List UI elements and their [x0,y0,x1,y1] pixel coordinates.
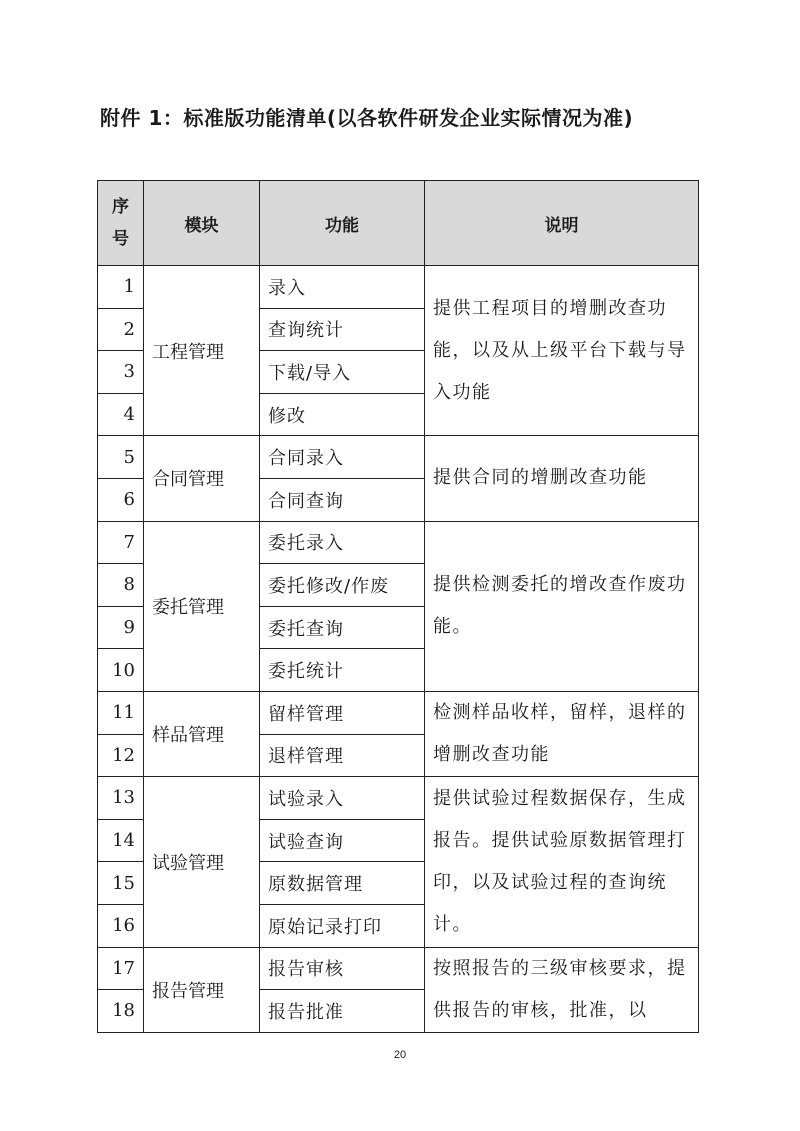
table-body [98,266,699,1033]
function-list-table [97,180,699,1033]
function-cell: 退样管理 [260,734,425,777]
function-cell: 修改 [260,393,425,436]
row-number: 9 [98,606,144,649]
function-cell: 下载/导入 [260,351,425,394]
function-cell: 录入 [260,266,425,309]
table-row [98,436,699,479]
function-cell: 查询统计 [260,308,425,351]
module-cell: 样品管理 [144,691,260,776]
function-cell: 报告批准 [260,990,425,1033]
row-number: 5 [98,436,144,479]
function-cell: 原数据管理 [260,862,425,905]
module-cell: 工程管理 [144,266,260,436]
function-cell: 委托查询 [260,606,425,649]
table-row [98,947,699,990]
row-number: 3 [98,351,144,394]
function-cell: 报告审核 [260,947,425,990]
row-number: 6 [98,478,144,521]
header-description: 说明 [425,181,699,266]
row-number: 16 [98,904,144,947]
description-cell: 提供试验过程数据保存，生成报告。提供试验原数据管理打印，以及试验过程的查询统计。 [425,777,699,947]
header-module: 模块 [144,181,260,266]
description-cell: 提供合同的增删改查功能 [425,436,699,521]
description-cell: 按照报告的三级审核要求，提供报告的审核，批准，以 [425,947,699,1032]
function-cell: 留样管理 [260,691,425,734]
table-row [98,521,699,564]
function-cell: 原始记录打印 [260,904,425,947]
row-number: 1 [98,266,144,309]
function-cell: 试验录入 [260,777,425,820]
table-row [98,266,699,309]
row-number: 18 [98,990,144,1033]
module-cell: 报告管理 [144,947,260,1032]
page-number: 20 [393,1049,407,1061]
header-function: 功能 [260,181,425,266]
row-number: 14 [98,819,144,862]
description-cell: 提供检测委托的增改查作废功能。 [425,521,699,691]
function-cell: 合同查询 [260,478,425,521]
row-number: 10 [98,649,144,692]
table-row [98,777,699,820]
description-cell: 检测样品收样，留样，退样的增删改查功能 [425,691,699,776]
function-cell: 委托统计 [260,649,425,692]
row-number: 7 [98,521,144,564]
row-number: 17 [98,947,144,990]
row-number: 11 [98,691,144,734]
row-number: 15 [98,862,144,905]
function-cell: 委托修改/作废 [260,564,425,607]
function-cell: 试验查询 [260,819,425,862]
function-cell: 合同录入 [260,436,425,479]
row-number: 8 [98,564,144,607]
function-cell: 委托录入 [260,521,425,564]
row-number: 13 [98,777,144,820]
table-header-row [98,181,699,266]
row-number: 2 [98,308,144,351]
page-title: 附件 1：标准版功能清单(以各软件研发企业实际情况为准) [100,106,634,130]
header-no: 序 号 [98,181,144,266]
row-number: 4 [98,393,144,436]
table-row [98,691,699,734]
module-cell: 试验管理 [144,777,260,947]
row-number: 12 [98,734,144,777]
module-cell: 合同管理 [144,436,260,521]
description-cell: 提供工程项目的增删改查功能，以及从上级平台下载与导入功能 [425,266,699,436]
module-cell: 委托管理 [144,521,260,691]
